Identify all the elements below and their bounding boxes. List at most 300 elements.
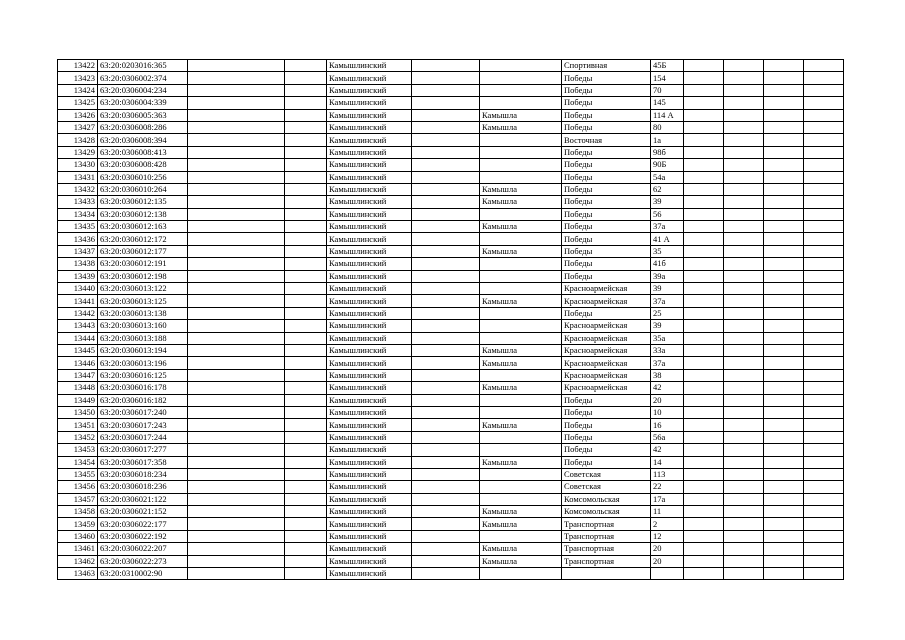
empty-cell [724,518,764,530]
empty-cell [285,121,327,133]
row-number-cell: 13442 [58,307,98,319]
street-cell: Победы [562,394,651,406]
cadastral-number-cell: 63:20:0306022:207 [98,543,188,555]
row-number-cell: 13449 [58,394,98,406]
table-row [58,121,844,133]
cadastral-number-cell: 63:20:0306017:358 [98,456,188,468]
house-cell: 37а [651,357,684,369]
empty-cell [684,245,724,257]
empty-cell [764,468,804,480]
locality-cell: Камышла [480,456,562,468]
empty-cell [188,419,285,431]
empty-cell [412,518,480,530]
empty-cell [724,530,764,542]
empty-cell [764,444,804,456]
street-cell: Советская [562,481,651,493]
empty-cell [285,109,327,121]
empty-cell [804,543,844,555]
empty-cell [804,530,844,542]
table-row [58,72,844,84]
empty-cell [684,530,724,542]
empty-cell [412,456,480,468]
cadastral-number-cell: 63:20:0306013:188 [98,332,188,344]
row-number-cell: 13426 [58,109,98,121]
empty-cell [684,543,724,555]
district-cell: Камышлинский [327,320,412,332]
house-cell: 16 [651,419,684,431]
empty-cell [684,159,724,171]
row-number-cell: 13452 [58,431,98,443]
empty-cell [285,159,327,171]
empty-cell [804,258,844,270]
empty-cell [188,196,285,208]
empty-cell [764,97,804,109]
street-cell: Победы [562,307,651,319]
empty-cell [188,530,285,542]
street-cell: Победы [562,245,651,257]
row-number-cell: 13438 [58,258,98,270]
district-cell: Камышлинский [327,431,412,443]
empty-cell [764,60,804,72]
cadastral-number-cell: 63:20:0306013:125 [98,295,188,307]
empty-cell [285,84,327,96]
empty-cell [684,518,724,530]
house-cell [651,568,684,580]
street-cell: Победы [562,84,651,96]
empty-cell [188,493,285,505]
empty-cell [684,419,724,431]
empty-cell [764,456,804,468]
cadastral-number-cell: 63:20:0306016:182 [98,394,188,406]
empty-cell [285,183,327,195]
empty-cell [412,419,480,431]
district-cell: Камышлинский [327,109,412,121]
cadastral-number-cell: 63:20:0306022:273 [98,555,188,567]
cadastral-number-cell: 63:20:0306002:374 [98,72,188,84]
table-row [58,382,844,394]
house-cell: 45Б [651,60,684,72]
row-number-cell: 13434 [58,208,98,220]
cadastral-number-cell: 63:20:0306022:192 [98,530,188,542]
row-number-cell: 13422 [58,60,98,72]
empty-cell [764,283,804,295]
empty-cell [412,121,480,133]
empty-cell [285,481,327,493]
empty-cell [804,270,844,282]
house-cell: 14 [651,456,684,468]
row-number-cell: 13428 [58,134,98,146]
street-cell: Красноармейская [562,320,651,332]
row-number-cell: 13435 [58,221,98,233]
locality-cell [480,307,562,319]
empty-cell [412,369,480,381]
table-row [58,283,844,295]
empty-cell [724,221,764,233]
empty-cell [188,258,285,270]
table-row [58,369,844,381]
empty-cell [412,406,480,418]
empty-cell [684,171,724,183]
empty-cell [412,208,480,220]
empty-cell [412,307,480,319]
table-row [58,183,844,195]
street-cell: Комсомольская [562,493,651,505]
empty-cell [285,208,327,220]
cadastral-number-cell: 63:20:0306012:163 [98,221,188,233]
cadastral-number-cell: 63:20:0306016:178 [98,382,188,394]
empty-cell [764,307,804,319]
locality-cell [480,134,562,146]
locality-cell: Камышла [480,245,562,257]
locality-cell [480,171,562,183]
empty-cell [188,84,285,96]
row-number-cell: 13433 [58,196,98,208]
empty-cell [285,258,327,270]
empty-cell [285,555,327,567]
table-row [58,196,844,208]
row-number-cell: 13445 [58,344,98,356]
street-cell: Победы [562,97,651,109]
empty-cell [764,518,804,530]
table-row [58,568,844,580]
empty-cell [412,146,480,158]
locality-cell: Камышла [480,344,562,356]
row-number-cell: 13439 [58,270,98,282]
empty-cell [724,258,764,270]
empty-cell [764,344,804,356]
empty-cell [285,543,327,555]
empty-cell [804,245,844,257]
street-cell: Транспортная [562,555,651,567]
locality-cell [480,481,562,493]
house-cell: 70 [651,84,684,96]
cadastral-number-cell: 63:20:0306013:160 [98,320,188,332]
house-cell: 20 [651,394,684,406]
house-cell: 39 [651,283,684,295]
district-cell: Камышлинский [327,568,412,580]
table-row [58,419,844,431]
district-cell: Камышлинский [327,506,412,518]
empty-cell [804,394,844,406]
empty-cell [724,283,764,295]
cadastral-number-cell: 63:20:0306008:413 [98,146,188,158]
empty-cell [188,97,285,109]
empty-cell [764,357,804,369]
empty-cell [188,171,285,183]
empty-cell [684,506,724,518]
row-number-cell: 13440 [58,283,98,295]
empty-cell [724,419,764,431]
empty-cell [804,406,844,418]
empty-cell [412,245,480,257]
district-cell: Камышлинский [327,60,412,72]
district-cell: Камышлинский [327,121,412,133]
row-number-cell: 13443 [58,320,98,332]
empty-cell [804,444,844,456]
cadastral-number-cell: 63:20:0306008:394 [98,134,188,146]
empty-cell [684,208,724,220]
row-number-cell: 13425 [58,97,98,109]
empty-cell [285,419,327,431]
empty-cell [684,283,724,295]
empty-cell [188,369,285,381]
empty-cell [412,555,480,567]
empty-cell [285,146,327,158]
row-number-cell: 13427 [58,121,98,133]
empty-cell [764,543,804,555]
locality-cell: Камышла [480,109,562,121]
empty-cell [804,456,844,468]
district-cell: Камышлинский [327,183,412,195]
empty-cell [724,146,764,158]
empty-cell [724,72,764,84]
empty-cell [412,493,480,505]
district-cell: Камышлинский [327,245,412,257]
row-number-cell: 13463 [58,568,98,580]
empty-cell [804,481,844,493]
empty-cell [764,121,804,133]
empty-cell [804,568,844,580]
empty-cell [804,283,844,295]
empty-cell [188,121,285,133]
empty-cell [412,97,480,109]
empty-cell [412,506,480,518]
empty-cell [188,406,285,418]
empty-cell [724,543,764,555]
district-cell: Камышлинский [327,233,412,245]
district-cell: Камышлинский [327,146,412,158]
empty-cell [188,344,285,356]
district-cell: Камышлинский [327,444,412,456]
empty-cell [684,121,724,133]
row-number-cell: 13460 [58,530,98,542]
row-number-cell: 13450 [58,406,98,418]
empty-cell [684,332,724,344]
empty-cell [412,394,480,406]
empty-cell [804,196,844,208]
empty-cell [684,183,724,195]
street-cell: Победы [562,159,651,171]
empty-cell [804,555,844,567]
empty-cell [764,270,804,282]
empty-cell [188,307,285,319]
locality-cell [480,444,562,456]
empty-cell [412,258,480,270]
empty-cell [285,568,327,580]
house-cell: 113 [651,468,684,480]
empty-cell [412,283,480,295]
empty-cell [804,159,844,171]
house-cell: 10 [651,406,684,418]
empty-cell [285,97,327,109]
district-cell: Камышлинский [327,419,412,431]
house-cell: 42 [651,382,684,394]
empty-cell [684,555,724,567]
empty-cell [764,109,804,121]
empty-cell [724,171,764,183]
locality-cell: Камышла [480,518,562,530]
empty-cell [285,270,327,282]
empty-cell [724,183,764,195]
empty-cell [764,568,804,580]
locality-cell [480,406,562,418]
cadastral-number-cell: 63:20:0306013:196 [98,357,188,369]
empty-cell [764,481,804,493]
cadastral-number-cell: 63:20:0306018:234 [98,468,188,480]
street-cell: Советская [562,468,651,480]
empty-cell [804,382,844,394]
empty-cell [724,456,764,468]
empty-cell [285,171,327,183]
row-number-cell: 13456 [58,481,98,493]
row-number-cell: 13447 [58,369,98,381]
row-number-cell: 13436 [58,233,98,245]
empty-cell [804,332,844,344]
street-cell: Восточная [562,134,651,146]
cadastral-number-cell: 63:20:0306004:234 [98,84,188,96]
registry-table [57,59,844,580]
empty-cell [684,468,724,480]
row-number-cell: 13430 [58,159,98,171]
empty-cell [764,555,804,567]
empty-cell [764,493,804,505]
cadastral-number-cell: 63:20:0306021:122 [98,493,188,505]
empty-cell [285,369,327,381]
empty-cell [724,320,764,332]
empty-cell [724,382,764,394]
empty-cell [684,320,724,332]
house-cell: 90Б [651,159,684,171]
empty-cell [412,320,480,332]
empty-cell [412,568,480,580]
street-cell: Победы [562,258,651,270]
empty-cell [724,431,764,443]
empty-cell [684,382,724,394]
empty-cell [285,431,327,443]
table-row [58,307,844,319]
district-cell: Камышлинский [327,382,412,394]
table-row [58,530,844,542]
locality-cell: Камышла [480,121,562,133]
cadastral-number-cell: 63:20:0306012:138 [98,208,188,220]
district-cell: Камышлинский [327,357,412,369]
house-cell: 12 [651,530,684,542]
empty-cell [804,233,844,245]
table-row [58,518,844,530]
empty-cell [188,394,285,406]
empty-cell [724,60,764,72]
empty-cell [285,493,327,505]
empty-cell [285,221,327,233]
empty-cell [804,146,844,158]
empty-cell [724,134,764,146]
street-cell: Красноармейская [562,382,651,394]
locality-cell [480,568,562,580]
empty-cell [804,171,844,183]
empty-cell [764,221,804,233]
empty-cell [804,344,844,356]
empty-cell [724,233,764,245]
row-number-cell: 13448 [58,382,98,394]
row-number-cell: 13423 [58,72,98,84]
house-cell: 1а [651,134,684,146]
district-cell: Камышлинский [327,468,412,480]
empty-cell [804,295,844,307]
table-row [58,406,844,418]
row-number-cell: 13444 [58,332,98,344]
house-cell: 35 [651,245,684,257]
empty-cell [804,369,844,381]
empty-cell [188,332,285,344]
empty-cell [684,258,724,270]
empty-cell [188,295,285,307]
table-row [58,456,844,468]
locality-cell [480,159,562,171]
empty-cell [684,270,724,282]
street-cell: Победы [562,109,651,121]
locality-cell: Камышла [480,357,562,369]
empty-cell [412,530,480,542]
empty-cell [764,320,804,332]
empty-cell [285,60,327,72]
empty-cell [684,369,724,381]
empty-cell [764,419,804,431]
district-cell: Камышлинский [327,543,412,555]
empty-cell [412,159,480,171]
street-cell: Комсомольская [562,506,651,518]
table-row [58,394,844,406]
district-cell: Камышлинский [327,481,412,493]
district-cell: Камышлинский [327,171,412,183]
empty-cell [188,456,285,468]
locality-cell [480,394,562,406]
empty-cell [764,196,804,208]
empty-cell [412,84,480,96]
empty-cell [412,344,480,356]
empty-cell [764,183,804,195]
empty-cell [412,468,480,480]
empty-cell [764,208,804,220]
row-number-cell: 13459 [58,518,98,530]
empty-cell [684,221,724,233]
empty-cell [804,506,844,518]
table-row [58,543,844,555]
empty-cell [412,233,480,245]
empty-cell [724,159,764,171]
table-row [58,60,844,72]
locality-cell: Камышла [480,183,562,195]
empty-cell [764,72,804,84]
empty-cell [804,183,844,195]
empty-cell [285,444,327,456]
row-number-cell: 13432 [58,183,98,195]
empty-cell [764,134,804,146]
empty-cell [804,419,844,431]
house-cell: 42 [651,444,684,456]
district-cell: Камышлинский [327,295,412,307]
table-row [58,431,844,443]
empty-cell [764,295,804,307]
empty-cell [724,555,764,567]
empty-cell [285,506,327,518]
empty-cell [188,245,285,257]
locality-cell: Камышла [480,382,562,394]
cadastral-number-cell: 63:20:0306010:256 [98,171,188,183]
empty-cell [684,568,724,580]
house-cell: 54а [651,171,684,183]
row-number-cell: 13437 [58,245,98,257]
house-cell: 38 [651,369,684,381]
